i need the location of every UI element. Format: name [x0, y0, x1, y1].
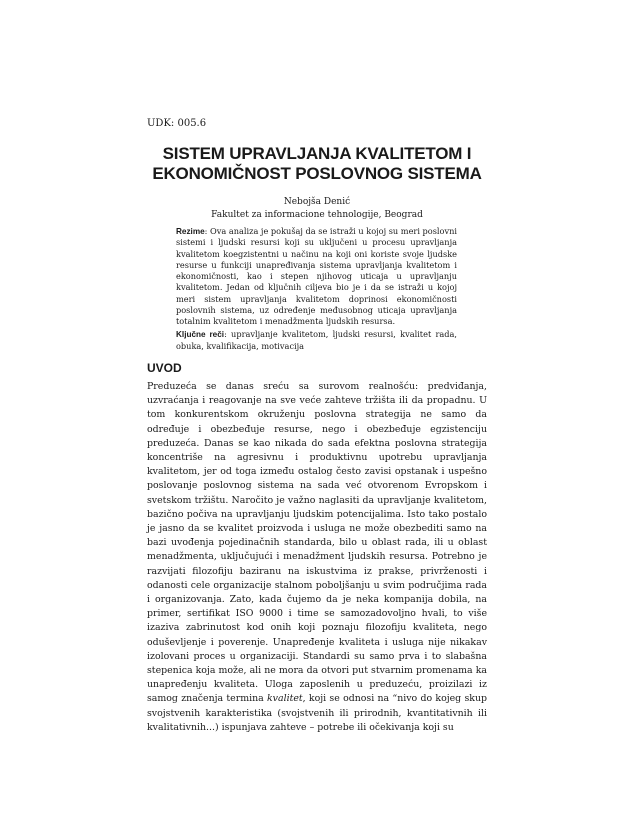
keywords-label: Ključne reči: [176, 330, 225, 339]
body-text-part-2: , koji se odnosi na “nivo do kojeg skup svojstvenih karakteristika (svojstvenih ili prirodnih, kvantitativnih ili kvalitativnih...) ispunjava zahteve – potrebe ili očekivanja koji su: [147, 693, 487, 733]
keywords: [176, 329, 457, 352]
section-heading: UVOD: [147, 361, 182, 375]
author-name: Nebojša Denić: [283, 197, 351, 207]
keywords-text: : upravljanje kvalitetom, ljudski resursi, kvalitet rada, obuka, kvalifikacija, motivacija: [176, 329, 457, 351]
abstract: [176, 226, 457, 328]
abstract-label: Rezime: [176, 227, 205, 236]
paper-title: [120, 144, 514, 184]
body-paragraph: [147, 380, 487, 735]
title-line-1: SISTEM UPRAVLJANJA KVALITETOM I: [162, 144, 472, 163]
body-text-part-1: Preduzeća se danas sreću sa surovom realnošću: predviđanja, uzvraćanja i reagovanje na sve veće zahteve tržišta ili da propadnu. U tom konkurentskom okruženju poslovna strategija ne samo da određuje i obezbeđuje resurse, nego i obezbeđuje egzistenciju preduzeća. Danas se kao nikada do sada efektna poslovna strategija koncentriše na agresivnu i produktivnu upotrebu upravljanja kvalitetom, jer od toga između ostalog često zavisi opstanak i uspešno poslovanje poslovnog sistema na sada već otvorenom Evropskom i svetskom tržištu. Naročito je važno naglasiti da upravljanje kvalitetom, bazično počiva na upravljanju ljudskim potencijalima. Isto tako postalo je jasno da se kvalitet proizvoda i usluga ne može obezbediti samo na bazi uvođenja pojedinačnih standarda, bilo u oblast rada, ili u oblast menadžmenta, uključujući i menadžment ljudskih resursa. Potrebno je razvijati filozofiju baziranu na iskustvima iz prakse, privrženosti i odanosti cele organizacije stalnom poboljšanju u svim područjima rada i organizovanja. Zato, kada čujemo da je neka kompanija dobila, na primer, sertifikat ISO 9000 i time se samozadovoljno hvali, to više izaziva zabrinutost kod onih koji poznaju filozofiju kvaliteta, nego oduševljenje i poverenje. Unapređenje kvaliteta i usluga nije nikakav izolovani proces u organizaciji. Standardi su samo prva i to slabašna stepenica koja može, ali ne mora da otvori put stvarnim promenama ka unapređenju kvaliteta. Uloga zaposlenih u preduzeću, proizilazi iz samog značenja termina: [147, 381, 487, 705]
abstract-text: : Ova analiza je pokušaj da se istraži u kojoj su meri poslovni sistemi i ljudski resursi koji su uključeni u procesu upravljanja kvalitetom koegzistentni u načinu na koji oni koriste svoje ljudske resurse u funkciji unapređivanja sistema upravljanja kvalitetom i ekonomičnosti, kao i stepen njihovog uticaja u upravljanju kvalitetom. Jedan od ključnih ciljeva bio je i da se istraži u kojoj meri sistem upravljanja kvalitetom doprinosi ekonomičnosti poslovnih sistema, uz određenje međusobnog uticaja upravljanja totalnim kvalitetom i menadžmenta ljudskih resursa.: [176, 226, 457, 327]
body-italic-term: kvalitet: [267, 693, 303, 705]
title-line-2: EKONOMIČNOST POSLOVNOG SISTEMA: [152, 164, 482, 183]
author-affiliation: Fakultet za informacione tehnologije, Beograd: [211, 210, 423, 220]
udk-code: UDK: 005.6: [147, 118, 207, 129]
author-block: [120, 196, 514, 222]
